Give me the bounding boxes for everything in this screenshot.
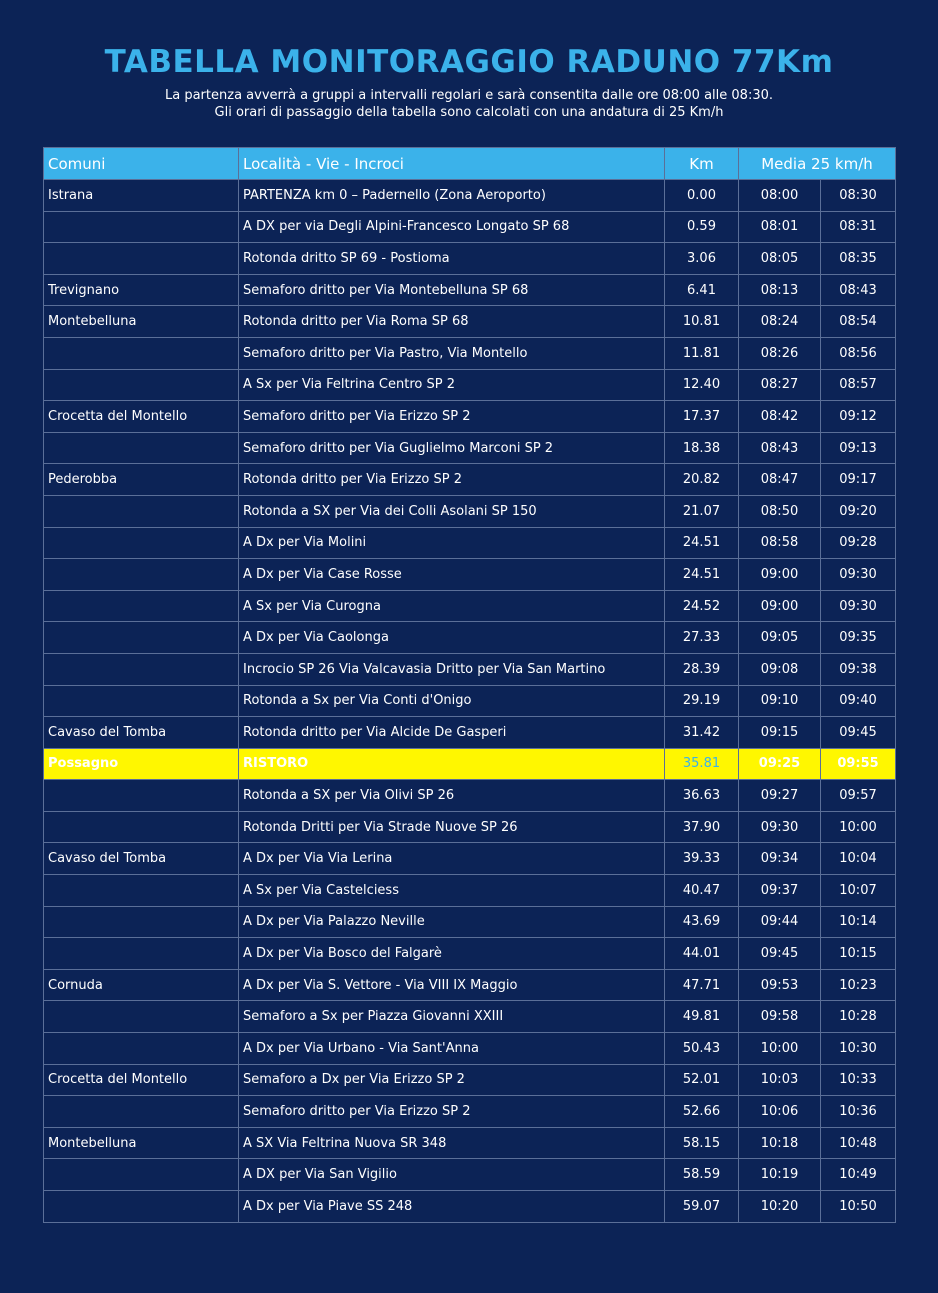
time-start-cell: 09:37 <box>739 875 821 907</box>
time-end-cell: 09:30 <box>821 559 896 591</box>
km-cell: 49.81 <box>665 1001 739 1033</box>
km-cell: 29.19 <box>665 685 739 717</box>
localita-cell: A SX Via Feltrina Nuova SR 348 <box>239 1127 665 1159</box>
km-cell: 58.59 <box>665 1159 739 1191</box>
time-end-cell: 09:17 <box>821 464 896 496</box>
time-end-cell: 09:45 <box>821 717 896 749</box>
table-row <box>44 401 896 433</box>
time-start-cell: 09:58 <box>739 1001 821 1033</box>
comune-cell: Crocetta del Montello <box>44 401 239 433</box>
table-row <box>44 1191 896 1223</box>
time-start-cell: 08:26 <box>739 337 821 369</box>
time-end-cell: 08:54 <box>821 306 896 338</box>
time-start-cell: 10:19 <box>739 1159 821 1191</box>
table-row <box>44 1096 896 1128</box>
comune-cell <box>44 432 239 464</box>
time-start-cell: 09:45 <box>739 938 821 970</box>
comune-cell: Cornuda <box>44 969 239 1001</box>
comune-cell <box>44 527 239 559</box>
time-start-cell: 09:53 <box>739 969 821 1001</box>
localita-cell: A Dx per Via Urbano - Via Sant'Anna <box>239 1033 665 1065</box>
comune-cell <box>44 1159 239 1191</box>
time-end-cell: 10:30 <box>821 1033 896 1065</box>
time-start-cell: 09:30 <box>739 811 821 843</box>
comune-cell <box>44 1096 239 1128</box>
localita-cell: A Dx per Via Molini <box>239 527 665 559</box>
header-media: Media 25 km/h <box>739 148 896 180</box>
time-end-cell: 09:13 <box>821 432 896 464</box>
localita-cell: A Sx per Via Castelciess <box>239 875 665 907</box>
localita-cell: A Dx per Via Case Rosse <box>239 559 665 591</box>
time-end-cell: 09:20 <box>821 495 896 527</box>
table-row <box>44 1001 896 1033</box>
table-row <box>44 1159 896 1191</box>
comune-cell <box>44 938 239 970</box>
time-end-cell: 08:56 <box>821 337 896 369</box>
localita-cell: A Sx per Via Feltrina Centro SP 2 <box>239 369 665 401</box>
km-cell: 40.47 <box>665 875 739 907</box>
time-end-cell: 09:35 <box>821 622 896 654</box>
time-start-cell: 09:27 <box>739 780 821 812</box>
comune-cell: Cavaso del Tomba <box>44 843 239 875</box>
header-km: Km <box>665 148 739 180</box>
time-end-cell: 08:30 <box>821 180 896 212</box>
time-start-cell: 09:34 <box>739 843 821 875</box>
km-cell: 59.07 <box>665 1191 739 1223</box>
time-start-cell: 08:01 <box>739 211 821 243</box>
time-start-cell: 09:25 <box>739 748 821 780</box>
km-cell: 47.71 <box>665 969 739 1001</box>
time-start-cell: 08:00 <box>739 180 821 212</box>
localita-cell: RISTORO <box>239 748 665 780</box>
time-end-cell: 10:07 <box>821 875 896 907</box>
localita-cell: A Dx per Via Palazzo Neville <box>239 906 665 938</box>
route-table <box>43 147 896 1223</box>
time-start-cell: 09:08 <box>739 653 821 685</box>
km-cell: 28.39 <box>665 653 739 685</box>
subtitle-start-info: La partenza avverrà a gruppi a intervalli regolari e sarà consentita dalle ore 08:00 alle 08:30. <box>165 88 773 103</box>
comune-cell <box>44 653 239 685</box>
table-row <box>44 1064 896 1096</box>
localita-cell: A Sx per Via Curogna <box>239 590 665 622</box>
km-cell: 3.06 <box>665 243 739 275</box>
time-start-cell: 09:10 <box>739 685 821 717</box>
table-row <box>44 1127 896 1159</box>
comune-cell <box>44 685 239 717</box>
km-cell: 0.59 <box>665 211 739 243</box>
localita-cell: Rotonda Dritti per Via Strade Nuove SP 26 <box>239 811 665 843</box>
comune-cell <box>44 495 239 527</box>
table-row <box>44 464 896 496</box>
km-cell: 37.90 <box>665 811 739 843</box>
header-row <box>44 148 896 180</box>
table-row <box>44 780 896 812</box>
subtitle-speed-info: Gli orari di passaggio della tabella sono calcolati con una andatura di 25 Km/h <box>214 105 724 120</box>
km-cell: 24.51 <box>665 559 739 591</box>
table-row <box>44 653 896 685</box>
localita-cell: Semaforo a Sx per Piazza Giovanni XXIII <box>239 1001 665 1033</box>
km-cell: 11.81 <box>665 337 739 369</box>
time-end-cell: 10:04 <box>821 843 896 875</box>
km-cell: 20.82 <box>665 464 739 496</box>
table-row <box>44 495 896 527</box>
comune-cell <box>44 559 239 591</box>
km-cell: 17.37 <box>665 401 739 433</box>
comune-cell: Possagno <box>44 748 239 780</box>
comune-cell: Istrana <box>44 180 239 212</box>
km-cell: 52.66 <box>665 1096 739 1128</box>
comune-cell <box>44 1033 239 1065</box>
time-end-cell: 08:43 <box>821 274 896 306</box>
time-start-cell: 09:00 <box>739 559 821 591</box>
time-end-cell: 09:28 <box>821 527 896 559</box>
time-end-cell: 10:50 <box>821 1191 896 1223</box>
comune-cell: Cavaso del Tomba <box>44 717 239 749</box>
comune-cell <box>44 780 239 812</box>
table-row <box>44 527 896 559</box>
time-end-cell: 09:12 <box>821 401 896 433</box>
localita-cell: A Dx per Via Bosco del Falgarè <box>239 938 665 970</box>
table-row <box>44 1033 896 1065</box>
localita-cell: Incrocio SP 26 Via Valcavasia Dritto per Via San Martino <box>239 653 665 685</box>
localita-cell: A Dx per Via Caolonga <box>239 622 665 654</box>
time-end-cell: 10:48 <box>821 1127 896 1159</box>
time-end-cell: 09:40 <box>821 685 896 717</box>
time-start-cell: 08:47 <box>739 464 821 496</box>
table-row <box>44 432 896 464</box>
comune-cell <box>44 211 239 243</box>
time-start-cell: 09:00 <box>739 590 821 622</box>
comune-cell: Crocetta del Montello <box>44 1064 239 1096</box>
table-row <box>44 180 896 212</box>
table-row-ristoro <box>44 748 896 780</box>
header-comuni: Comuni <box>44 148 239 180</box>
time-start-cell: 10:06 <box>739 1096 821 1128</box>
km-cell: 39.33 <box>665 843 739 875</box>
time-end-cell: 08:35 <box>821 243 896 275</box>
route-table-header <box>44 148 896 180</box>
time-end-cell: 08:57 <box>821 369 896 401</box>
table-row <box>44 969 896 1001</box>
time-end-cell: 09:38 <box>821 653 896 685</box>
comune-cell: Pederobba <box>44 464 239 496</box>
table-row <box>44 590 896 622</box>
localita-cell: A Dx per Via Via Lerina <box>239 843 665 875</box>
comune-cell <box>44 1001 239 1033</box>
localita-cell: Semaforo dritto per Via Erizzo SP 2 <box>239 1096 665 1128</box>
time-end-cell: 10:49 <box>821 1159 896 1191</box>
time-start-cell: 09:15 <box>739 717 821 749</box>
localita-cell: Rotonda a Sx per Via Conti d'Onigo <box>239 685 665 717</box>
table-row <box>44 811 896 843</box>
time-start-cell: 08:43 <box>739 432 821 464</box>
time-start-cell: 10:00 <box>739 1033 821 1065</box>
km-cell: 6.41 <box>665 274 739 306</box>
time-end-cell: 10:15 <box>821 938 896 970</box>
time-start-cell: 09:44 <box>739 906 821 938</box>
time-start-cell: 10:20 <box>739 1191 821 1223</box>
time-end-cell: 10:33 <box>821 1064 896 1096</box>
time-start-cell: 08:24 <box>739 306 821 338</box>
time-end-cell: 10:36 <box>821 1096 896 1128</box>
table-row <box>44 906 896 938</box>
table-row <box>44 875 896 907</box>
km-cell: 24.51 <box>665 527 739 559</box>
comune-cell: Montebelluna <box>44 1127 239 1159</box>
localita-cell: Semaforo a Dx per Via Erizzo SP 2 <box>239 1064 665 1096</box>
km-cell: 21.07 <box>665 495 739 527</box>
time-start-cell: 08:58 <box>739 527 821 559</box>
comune-cell <box>44 369 239 401</box>
km-cell: 12.40 <box>665 369 739 401</box>
localita-cell: Rotonda dritto per Via Roma SP 68 <box>239 306 665 338</box>
localita-cell: A DX per Via San Vigilio <box>239 1159 665 1191</box>
comune-cell <box>44 906 239 938</box>
time-start-cell: 09:05 <box>739 622 821 654</box>
table-row <box>44 274 896 306</box>
table-row <box>44 622 896 654</box>
time-start-cell: 08:27 <box>739 369 821 401</box>
km-cell: 35.81 <box>665 748 739 780</box>
table-row <box>44 559 896 591</box>
localita-cell: Rotonda dritto SP 69 - Postioma <box>239 243 665 275</box>
time-start-cell: 08:50 <box>739 495 821 527</box>
km-cell: 36.63 <box>665 780 739 812</box>
table-row <box>44 717 896 749</box>
time-end-cell: 09:30 <box>821 590 896 622</box>
km-cell: 10.81 <box>665 306 739 338</box>
localita-cell: Rotonda dritto per Via Alcide De Gasperi <box>239 717 665 749</box>
comune-cell: Montebelluna <box>44 306 239 338</box>
km-cell: 52.01 <box>665 1064 739 1096</box>
localita-cell: PARTENZA km 0 – Padernello (Zona Aeroporto) <box>239 180 665 212</box>
table-row <box>44 211 896 243</box>
table-row <box>44 938 896 970</box>
time-start-cell: 08:05 <box>739 243 821 275</box>
route-table-body <box>44 180 896 1223</box>
table-row <box>44 337 896 369</box>
table-row <box>44 685 896 717</box>
time-end-cell: 08:31 <box>821 211 896 243</box>
km-cell: 27.33 <box>665 622 739 654</box>
localita-cell: Semaforo dritto per Via Erizzo SP 2 <box>239 401 665 433</box>
time-end-cell: 10:00 <box>821 811 896 843</box>
table-row <box>44 843 896 875</box>
localita-cell: Rotonda dritto per Via Erizzo SP 2 <box>239 464 665 496</box>
comune-cell <box>44 590 239 622</box>
comune-cell: Trevignano <box>44 274 239 306</box>
km-cell: 18.38 <box>665 432 739 464</box>
localita-cell: Semaforo dritto per Via Guglielmo Marconi SP 2 <box>239 432 665 464</box>
km-cell: 31.42 <box>665 717 739 749</box>
time-start-cell: 08:42 <box>739 401 821 433</box>
table-row <box>44 306 896 338</box>
comune-cell <box>44 811 239 843</box>
page-title: TABELLA MONITORAGGIO RADUNO 77Km <box>104 44 834 80</box>
km-cell: 44.01 <box>665 938 739 970</box>
table-row <box>44 243 896 275</box>
time-start-cell: 08:13 <box>739 274 821 306</box>
localita-cell: A DX per via Degli Alpini-Francesco Longato SP 68 <box>239 211 665 243</box>
time-end-cell: 10:28 <box>821 1001 896 1033</box>
localita-cell: A Dx per Via S. Vettore - Via VIII IX Maggio <box>239 969 665 1001</box>
comune-cell <box>44 875 239 907</box>
localita-cell: Semaforo dritto per Via Pastro, Via Montello <box>239 337 665 369</box>
time-end-cell: 09:57 <box>821 780 896 812</box>
comune-cell <box>44 243 239 275</box>
time-start-cell: 10:18 <box>739 1127 821 1159</box>
km-cell: 43.69 <box>665 906 739 938</box>
km-cell: 0.00 <box>665 180 739 212</box>
km-cell: 24.52 <box>665 590 739 622</box>
time-end-cell: 10:23 <box>821 969 896 1001</box>
time-end-cell: 10:14 <box>821 906 896 938</box>
time-end-cell: 09:55 <box>821 748 896 780</box>
time-start-cell: 10:03 <box>739 1064 821 1096</box>
km-cell: 50.43 <box>665 1033 739 1065</box>
table-row <box>44 369 896 401</box>
comune-cell <box>44 1191 239 1223</box>
comune-cell <box>44 337 239 369</box>
localita-cell: Rotonda a SX per Via dei Colli Asolani SP 150 <box>239 495 665 527</box>
comune-cell <box>44 622 239 654</box>
localita-cell: A Dx per Via Piave SS 248 <box>239 1191 665 1223</box>
km-cell: 58.15 <box>665 1127 739 1159</box>
localita-cell: Semaforo dritto per Via Montebelluna SP 68 <box>239 274 665 306</box>
localita-cell: Rotonda a SX per Via Olivi SP 26 <box>239 780 665 812</box>
header-localita: Località - Vie - Incroci <box>239 148 665 180</box>
